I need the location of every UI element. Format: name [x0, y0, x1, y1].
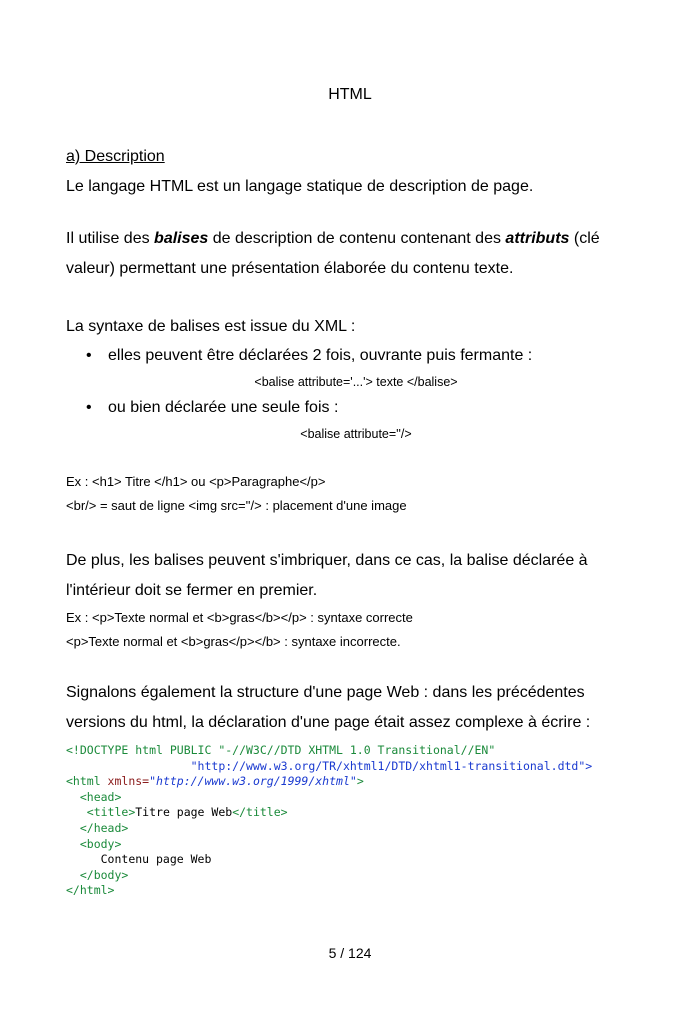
syntax-list-2	[66, 394, 646, 422]
nesting-example-incorrect: <p>Texte normal et <b>gras</p></b> : syntaxe incorrecte.	[66, 634, 401, 649]
example-self-closing: <balise attribute=''/>	[300, 427, 412, 441]
nesting-paragraph: De plus, les balises peuvent s'imbriquer, dans ce cas, la balise déclarée à l'intérieur doit se fermer en premier.	[66, 552, 588, 599]
example-line: <br/> = saut de ligne <img src=''/> : placement d'une image	[66, 498, 407, 513]
code-line: <body>	[79, 836, 122, 851]
code-line: </html>	[66, 883, 115, 898]
code-line: Contenu page Web	[100, 852, 212, 867]
code-listing: <!DOCTYPE html PUBLIC "-//W3C//DTD XHTML 1.0 Transitional//EN" "http://www.w3.org/TR/xhtml1/DTD/xhtml1-transitional.dtd"> <html xmlns="http://www.w3.org/1999/xhtml"> <head> <title>Titre page Web</title> </head> <body> Contenu page Web </body> </html>	[66, 743, 593, 898]
example-line: Ex : <h1> Titre </h1> ou <p>Paragraphe</p>	[66, 474, 326, 489]
code-line: <head>	[79, 789, 122, 804]
list-item: • elles peuvent être déclarées 2 fois, ouvrante puis fermante :	[66, 342, 646, 370]
code-line: "http://www.w3.org/TR/xhtml1/DTD/xhtml1-transitional.dtd">	[190, 758, 593, 773]
section-description	[66, 142, 646, 202]
code-line: <!DOCTYPE html PUBLIC "-//W3C//DTD XHTML 1.0 Transitional//EN"	[66, 743, 496, 757]
intro-paragraph: Le langage HTML est un langage statique de description de page.	[66, 178, 534, 195]
nesting-example-correct: Ex : <p>Texte normal et <b>gras</b></p> : syntaxe correcte	[66, 610, 413, 625]
page-number: 5 / 124	[328, 945, 372, 961]
p2-text-c: de description de contenu contenant des	[208, 230, 506, 247]
example-open-close: <balise attribute='...'> texte </balise>	[254, 375, 458, 389]
structure-section	[66, 678, 646, 738]
list-item: • ou bien déclarée une seule fois :	[66, 394, 646, 422]
nesting-section	[66, 546, 646, 654]
syntax-intro: La syntaxe de balises est issue du XML :	[66, 318, 356, 335]
balises-paragraph	[66, 224, 646, 284]
code-line: </body>	[79, 867, 129, 882]
p2-text-a: Il utilise des	[66, 230, 155, 247]
page-title: HTML	[328, 86, 372, 103]
section-heading: a) Description	[66, 148, 165, 165]
code-line: </head>	[79, 820, 129, 835]
examples-block	[66, 470, 646, 518]
balises-term: balises	[154, 230, 209, 247]
bullet-icon: •	[86, 347, 92, 364]
syntax-section	[66, 312, 646, 446]
p2-text-e: (clé valeur) permettant une présentation élaborée du contenu texte.	[66, 230, 600, 277]
structure-paragraph: Signalons également la structure d'une page Web : dans les précédentes versions du html, la déclaration d'une page était assez complexe à écrire :	[66, 684, 591, 731]
syntax-list	[66, 342, 646, 370]
attributs-term: attributs	[505, 230, 570, 247]
bullet-icon: •	[86, 399, 92, 416]
